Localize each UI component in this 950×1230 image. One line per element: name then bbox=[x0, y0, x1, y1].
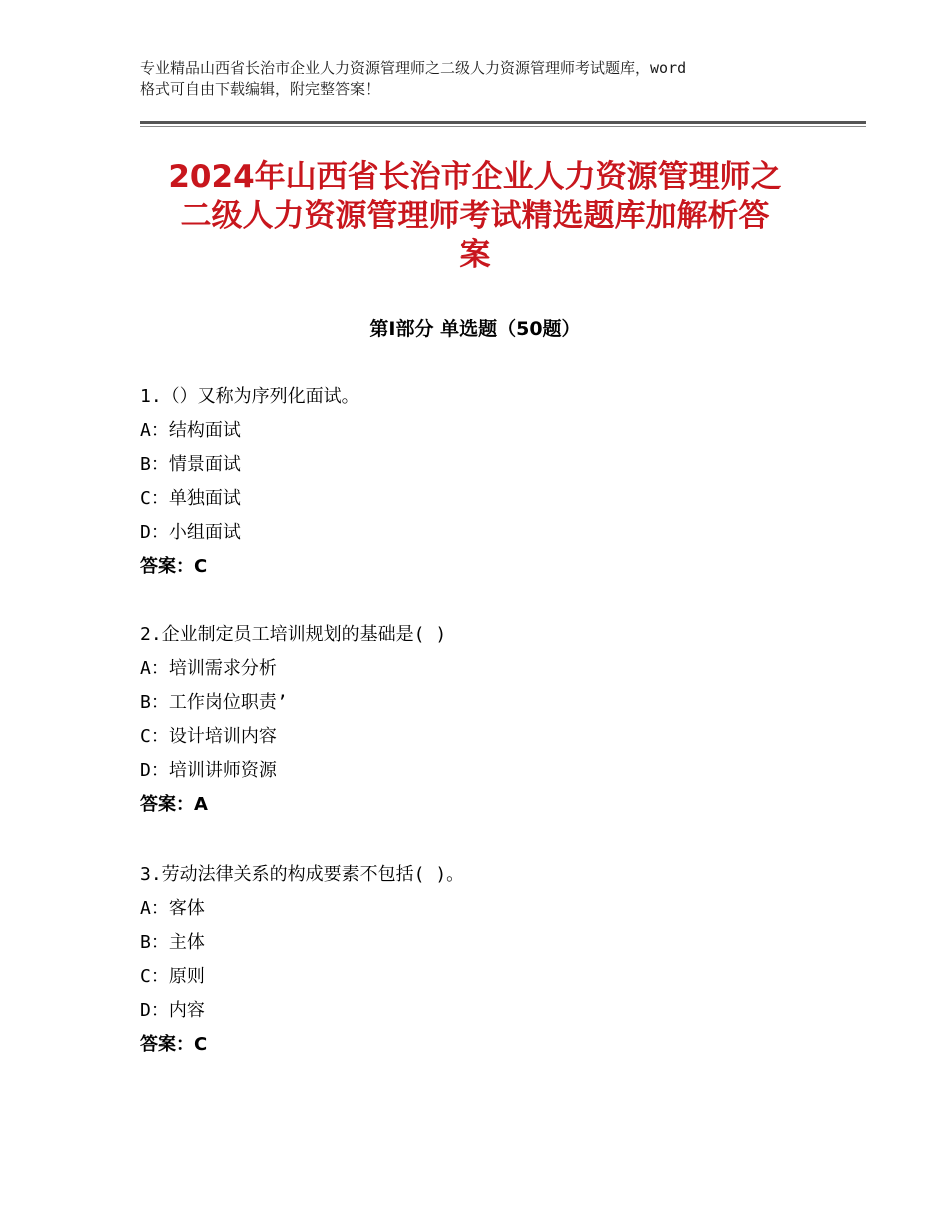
section-heading: 第Ⅰ部分 单选题（50题） bbox=[369, 318, 581, 340]
question-option: C：设计培训内容 bbox=[140, 726, 277, 747]
question-block bbox=[140, 380, 840, 584]
question-option: B：情景面试 bbox=[140, 454, 241, 475]
question-answer: 答案：A bbox=[140, 794, 208, 815]
question-option: D：小组面试 bbox=[140, 522, 241, 543]
question-answer: 答案：C bbox=[140, 1034, 208, 1055]
question-option: A：培训需求分析 bbox=[140, 658, 277, 679]
question-option: D：培训讲师资源 bbox=[140, 760, 277, 781]
question-option: C：单独面试 bbox=[140, 488, 241, 509]
question-stem: 3.劳动法律关系的构成要素不包括( )。 bbox=[140, 864, 465, 885]
question-answer: 答案：C bbox=[140, 556, 208, 577]
question-option: C：原则 bbox=[140, 966, 205, 987]
question-stem: 1.（）又称为序列化面试。 bbox=[140, 386, 360, 407]
question-option: A：结构面试 bbox=[140, 420, 241, 441]
question-option: B：工作岗位职责’ bbox=[140, 692, 288, 713]
header-note-line: 格式可自由下载编辑，附完整答案！ bbox=[140, 80, 381, 98]
question-stem: 2.企业制定员工培训规划的基础是( ) bbox=[140, 624, 447, 645]
title-line: 案 bbox=[459, 237, 491, 273]
header-note-line: 专业精品山西省长治市企业人力资源管理师之二级人力资源管理师考试题库，word bbox=[140, 59, 687, 77]
title-line: 二级人力资源管理师考试精选题库加解析答 bbox=[180, 198, 770, 234]
question-block bbox=[140, 858, 840, 1062]
header-divider-thick bbox=[140, 121, 866, 124]
question-option: D：内容 bbox=[140, 1000, 205, 1021]
title-line: 2024年山西省长治市企业人力资源管理师之 bbox=[168, 159, 782, 195]
question-block bbox=[140, 618, 840, 822]
question-option: B：主体 bbox=[140, 932, 205, 953]
header-divider-thin bbox=[140, 126, 866, 127]
document-title bbox=[110, 158, 840, 275]
header-note bbox=[140, 58, 830, 100]
question-option: A：客体 bbox=[140, 898, 205, 919]
